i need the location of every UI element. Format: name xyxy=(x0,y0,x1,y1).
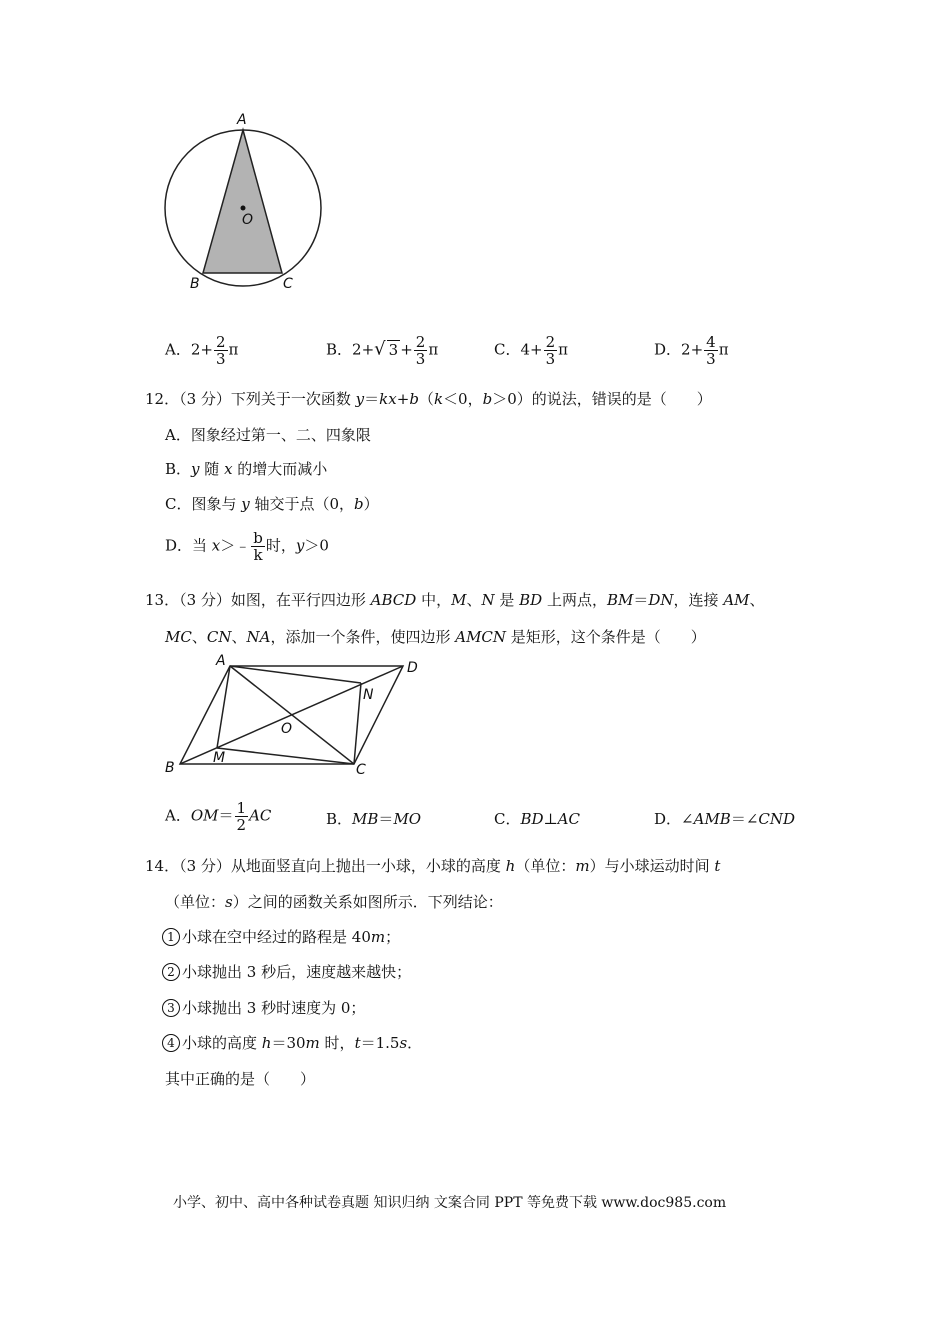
text: 小球抛出 3 秒后，速度越来越快； xyxy=(182,963,412,981)
q14-statement-1 xyxy=(162,926,400,947)
var: MC xyxy=(165,628,192,646)
label-c: C xyxy=(356,762,366,778)
q11-option-c[interactable] xyxy=(494,334,568,367)
option-text: + xyxy=(400,340,413,359)
var: AC xyxy=(557,810,580,828)
label-o: O xyxy=(281,721,293,737)
text: 、 xyxy=(231,628,247,646)
text: （ xyxy=(418,390,434,408)
var: b xyxy=(482,390,493,408)
circled-number-icon: 1 xyxy=(162,928,180,946)
center-point-o xyxy=(241,206,246,211)
option-letter: A． xyxy=(165,806,191,825)
q13-stem-line2 xyxy=(165,626,706,647)
text: 的增大而减小 xyxy=(232,460,328,478)
q13-option-d[interactable] xyxy=(654,808,795,829)
option-text: π xyxy=(428,340,439,359)
text: ＞0 xyxy=(304,536,329,555)
text: 中， xyxy=(416,591,452,609)
var: b xyxy=(354,495,364,513)
text: ）与小球运动时间 xyxy=(589,857,715,875)
q13-figure xyxy=(160,652,430,780)
text: 12．（3 分）下列关于一次函数 xyxy=(145,390,356,408)
q11-option-d[interactable] xyxy=(654,334,729,367)
q12-option-c[interactable] xyxy=(165,493,379,514)
var: AC xyxy=(249,806,272,825)
text: 小球的高度 xyxy=(182,1034,262,1052)
option-letter: B． xyxy=(326,810,353,828)
option-letter: D． xyxy=(654,810,682,828)
denominator: k xyxy=(253,546,263,564)
text: 、 xyxy=(749,591,765,609)
option-text: π xyxy=(558,340,569,359)
circled-number-icon: 4 xyxy=(162,1034,180,1052)
text: 其中正确的是（ ） xyxy=(165,1070,316,1088)
option-text: π xyxy=(718,340,729,359)
text: C．图象与 xyxy=(165,495,242,513)
var: MB xyxy=(352,810,379,828)
q12-stem xyxy=(145,388,712,409)
var: y xyxy=(295,536,305,555)
text: ＝∠ xyxy=(730,810,759,828)
text: 、 xyxy=(466,591,482,609)
q12-option-b[interactable] xyxy=(165,458,327,479)
radicand: 3 xyxy=(388,340,399,359)
var: k xyxy=(433,390,444,408)
circled-number-icon: 3 xyxy=(162,999,180,1017)
page-footer: 小学、初中、高中各种试卷真题 知识归纳 文案合同 PPT 等免费下载 www.doc985.com xyxy=(173,1195,727,1211)
text: ＝ xyxy=(218,806,234,825)
text: ＝ xyxy=(378,810,394,828)
fraction xyxy=(235,800,249,833)
segment-mc xyxy=(217,748,354,764)
denominator: 2 xyxy=(236,816,247,834)
var: NA xyxy=(246,628,271,646)
option-text: π xyxy=(228,340,239,359)
text: 是矩形，这个条件是（ ） xyxy=(506,628,706,646)
label-d: D xyxy=(407,660,418,676)
label-b: B xyxy=(190,276,200,292)
label-c: C xyxy=(283,276,293,292)
text: （单位： xyxy=(165,893,226,911)
option-text: A．图象经过第一、二、四象限 xyxy=(165,426,371,444)
text: 、 xyxy=(191,628,207,646)
var: x xyxy=(211,536,221,555)
text: 13．（3 分）如图，在平行四边形 xyxy=(145,591,371,609)
q12-option-d[interactable] xyxy=(165,530,329,563)
q14-ask xyxy=(165,1068,315,1089)
var: y xyxy=(241,495,250,513)
q13-option-b[interactable] xyxy=(326,808,421,829)
var: kx xyxy=(379,390,397,408)
text: B． xyxy=(165,460,192,478)
var: AMB xyxy=(693,810,731,828)
text: 14．（3 分）从地面竖直向上抛出一小球，小球的高度 xyxy=(145,857,506,875)
var: x xyxy=(224,460,233,478)
q11-option-a[interactable] xyxy=(165,334,238,367)
denominator: 3 xyxy=(545,350,556,368)
fraction xyxy=(704,334,718,367)
label-n: N xyxy=(363,687,374,703)
option-text: 2+ xyxy=(190,340,213,359)
var: y xyxy=(191,460,200,478)
var: h xyxy=(261,1034,272,1052)
var: MO xyxy=(393,810,422,828)
text: ＝1.5 xyxy=(360,1034,400,1052)
q11-figure xyxy=(155,108,335,298)
circled-number-icon: 2 xyxy=(162,963,180,981)
var: BM xyxy=(606,591,634,609)
text: ⊥ xyxy=(543,810,558,828)
var: s xyxy=(225,893,233,911)
text: 轴交于点（0， xyxy=(249,495,355,513)
fraction xyxy=(214,334,228,367)
text: 上两点， xyxy=(542,591,607,609)
option-letter: A． xyxy=(165,340,191,359)
var: s xyxy=(399,1034,408,1052)
denominator: 3 xyxy=(215,350,226,368)
q14-statement-3 xyxy=(162,997,365,1018)
text: ； xyxy=(385,928,401,946)
fraction xyxy=(251,530,265,563)
fraction xyxy=(414,334,428,367)
var: b xyxy=(409,390,419,408)
text: 时， xyxy=(319,1034,355,1052)
var: N xyxy=(481,591,495,609)
text: ＞0）的说法，错误的是（ ） xyxy=(492,390,712,408)
var: y xyxy=(355,390,365,408)
option-letter: C． xyxy=(494,810,521,828)
text: ＜0， xyxy=(443,390,483,408)
label-b: B xyxy=(165,760,175,776)
q14-stem-line2 xyxy=(165,891,503,912)
numerator: 1 xyxy=(236,799,247,817)
q13-option-c[interactable] xyxy=(494,808,580,829)
sqrt-icon: √ xyxy=(374,338,386,360)
q11-option-b[interactable] xyxy=(326,334,438,367)
var: m xyxy=(370,928,386,946)
text: 小球抛出 3 秒时速度为 0； xyxy=(182,999,366,1017)
var: m xyxy=(305,1034,320,1052)
option-text: 2+ xyxy=(681,340,704,359)
option-letter: C． xyxy=(494,340,521,359)
var: BD xyxy=(520,810,544,828)
q13-option-a[interactable] xyxy=(165,800,271,833)
var: AMCN xyxy=(455,628,507,646)
text: ）之间的函数关系如图所示．下列结论： xyxy=(232,893,503,911)
numerator: 2 xyxy=(415,333,426,351)
denominator: 3 xyxy=(415,350,426,368)
label-a: A xyxy=(216,653,226,669)
var: AM xyxy=(723,591,750,609)
label-m: M xyxy=(213,750,226,766)
numerator: 2 xyxy=(215,333,226,351)
var: h xyxy=(505,857,516,875)
text: ＞﹣ xyxy=(220,536,251,555)
option-letter: D． xyxy=(654,340,682,359)
diagonal-ac xyxy=(230,666,354,764)
text: （单位： xyxy=(515,857,576,875)
numerator: 2 xyxy=(545,333,556,351)
denominator: 3 xyxy=(706,350,716,368)
numerator: b xyxy=(253,529,263,547)
q12-option-a[interactable] xyxy=(165,424,371,445)
q14-statement-4 xyxy=(162,1032,422,1053)
option-text: 2+ xyxy=(352,340,375,359)
var: t xyxy=(714,857,721,875)
label-a: A xyxy=(237,112,247,128)
text: ＝ xyxy=(633,591,649,609)
text: ，添加一个条件，使四边形 xyxy=(270,628,456,646)
numerator: 4 xyxy=(706,333,716,351)
option-text: 4+ xyxy=(520,340,543,359)
var: ABCD xyxy=(370,591,417,609)
text: ，连接 xyxy=(673,591,724,609)
var: BD xyxy=(519,591,543,609)
var: t xyxy=(354,1034,361,1052)
q13-stem-line1 xyxy=(145,589,765,610)
text: 随 xyxy=(199,460,225,478)
text: 时， xyxy=(265,536,296,555)
text: 小球在空中经过的路程是 40 xyxy=(182,928,371,946)
var: DN xyxy=(648,591,674,609)
option-letter: B． xyxy=(326,340,353,359)
text: ） xyxy=(363,495,379,513)
q14-statement-2 xyxy=(162,961,411,982)
var: m xyxy=(575,857,590,875)
var: CN xyxy=(206,628,232,646)
label-o: O xyxy=(242,212,254,228)
text: D．当 xyxy=(165,536,212,555)
fraction xyxy=(544,334,558,367)
text: 是 xyxy=(494,591,520,609)
text: + xyxy=(396,390,410,408)
text: ． xyxy=(407,1034,423,1052)
var: M xyxy=(451,591,467,609)
q14-stem-line1 xyxy=(145,855,720,876)
shaded-triangle-abc xyxy=(203,130,282,273)
text: ＝30 xyxy=(271,1034,306,1052)
var: OM xyxy=(190,806,219,825)
segment-an xyxy=(230,666,361,683)
text: ＝ xyxy=(364,390,380,408)
var: CND xyxy=(758,810,796,828)
text: ∠ xyxy=(681,810,694,828)
